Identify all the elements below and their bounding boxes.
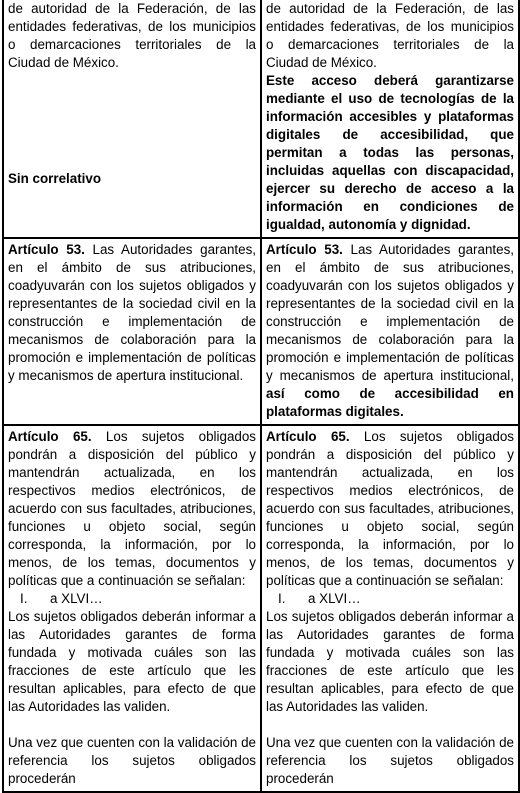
article-text: Los sujetos obligados pondrán a disposición del público y mantendrán actualizada, en los respectivos medios electrónicos, de acuerdo con sus facultades, atribuciones, funciones u objeto social, según corresponda, la información, por lo menos, de los temas, documentos y políticas que a continuación se señalan: bbox=[8, 429, 256, 588]
roman-numeral: I. bbox=[278, 591, 286, 606]
fraction-text: a XLVI… bbox=[50, 591, 103, 606]
article-heading: Artículo 53. bbox=[8, 242, 85, 257]
article-paragraph bbox=[8, 428, 256, 590]
proposed-text-cell bbox=[261, 238, 519, 425]
table-row bbox=[3, 425, 519, 792]
fraction-text: a XLVI… bbox=[308, 591, 361, 606]
article-paragraph bbox=[8, 241, 256, 385]
article-heading: Artículo 65. bbox=[8, 429, 92, 444]
article-text: Las Autoridades garantes, en el ámbito de sus atribuciones, coadyuvarán con los sujetos obligados y representantes de la sociedad civil en la construcción e implementación de mecanismos de colaboración para la promoción e implementación de políticas y mecanismos de apertura institucional. bbox=[8, 242, 256, 383]
article-text: Las Autoridades garantes, en el ámbito de sus atribuciones, coadyuvarán con los sujetos obligados y representantes de la sociedad civil en la construcción e implementación de mecanismos de colaboración para la promoción e implementación de políticas y mecanismos de apertura institucional, bbox=[266, 242, 514, 383]
roman-numeral: I. bbox=[20, 591, 28, 606]
comparison-table bbox=[2, 0, 520, 793]
article-paragraph bbox=[266, 241, 514, 421]
article-paragraph bbox=[266, 428, 514, 590]
fraction-list-item bbox=[266, 590, 514, 608]
current-text-cell bbox=[3, 0, 261, 238]
proposed-text-cell bbox=[261, 425, 519, 792]
added-text: así como de accesibilidad en plataformas digitales. bbox=[266, 386, 514, 419]
proposed-text-cell bbox=[261, 0, 519, 238]
spacer bbox=[266, 716, 514, 734]
article-heading: Artículo 65. bbox=[266, 429, 350, 444]
spacer bbox=[8, 716, 256, 734]
paragraph: Una vez que cuenten con la validación de referencia los sujetos obligados procederán bbox=[266, 735, 514, 786]
paragraph: Una vez que cuenten con la validación de referencia los sujetos obligados procederán bbox=[8, 735, 256, 786]
table-row bbox=[3, 0, 519, 238]
no-correlative-label: Sin correlativo bbox=[8, 171, 102, 186]
article-text: Los sujetos obligados pondrán a disposición del público y mantendrán actualizada, en los respectivos medios electrónicos, de acuerdo con sus facultades, atribuciones, funciones u objeto social, según corresponda, la información, por lo menos, de los temas, documentos y políticas que a continuación se señalan: bbox=[266, 429, 514, 588]
paragraph: Los sujetos obligados deberán informar a las Autoridades garantes de forma fundada y motivada cuáles son las fracciones de este artículo que les resultan aplicables, para efecto de que las Autoridades las validen. bbox=[266, 609, 514, 714]
table-row bbox=[3, 238, 519, 425]
article-heading: Artículo 53. bbox=[266, 242, 343, 257]
fraction-list-item bbox=[8, 590, 256, 608]
cell-text: de autoridad de la Federación, de las entidades federativas, de los municipios o demarcaciones territoriales de la Ciudad de México. bbox=[266, 1, 514, 70]
added-text: Este acceso deberá garantizarse mediante el uso de tecnologías de la información accesibles y plataformas digitales de accesibilidad, que permitan a todas las personas, incluidas aquellas con discapacidad, ejercer su derecho de acceso a la información en condiciones de igualdad, autonomía y dignidad. bbox=[266, 73, 514, 232]
paragraph: Los sujetos obligados deberán informar a las Autoridades garantes de forma fundada y motivada cuáles son las fracciones de este artículo que les resultan aplicables, para efecto de que las Autoridades las validen. bbox=[8, 609, 256, 714]
current-text-cell bbox=[3, 425, 261, 792]
cell-text: de autoridad de la Federación, de las entidades federativas, de los municipios o demarcaciones territoriales de la Ciudad de México. bbox=[8, 1, 256, 70]
current-text-cell bbox=[3, 238, 261, 425]
